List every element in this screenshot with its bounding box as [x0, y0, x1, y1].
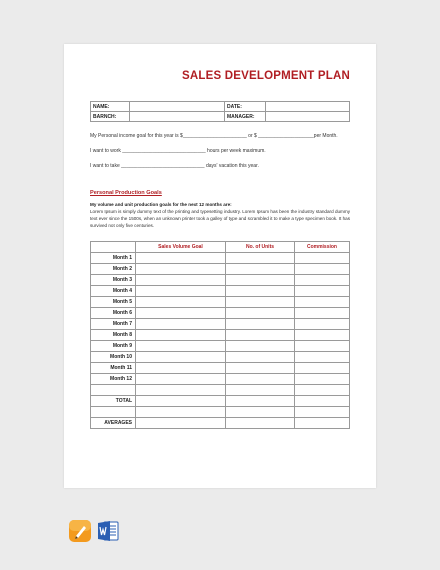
- table-row: [91, 407, 350, 418]
- table-row: [91, 396, 350, 407]
- table-row: [91, 286, 350, 297]
- sales-volume-cell[interactable]: [136, 319, 226, 330]
- sales-volume-cell[interactable]: [136, 374, 226, 385]
- table-row: [91, 253, 350, 264]
- row-label: AVERAGES: [91, 418, 136, 429]
- commission-cell[interactable]: [295, 418, 350, 429]
- production-goals-table: [90, 241, 350, 429]
- table-row: [91, 275, 350, 286]
- commission-cell[interactable]: [295, 352, 350, 363]
- units-cell[interactable]: [226, 385, 295, 396]
- units-cell[interactable]: [226, 330, 295, 341]
- date-label: DATE:: [225, 102, 266, 112]
- units-cell[interactable]: [226, 418, 295, 429]
- pages-icon[interactable]: [68, 519, 92, 543]
- units-cell[interactable]: [226, 308, 295, 319]
- commission-cell[interactable]: [295, 363, 350, 374]
- sales-volume-cell[interactable]: [136, 385, 226, 396]
- name-field[interactable]: [130, 102, 225, 112]
- units-cell[interactable]: [226, 407, 295, 418]
- commission-cell[interactable]: [295, 341, 350, 352]
- table-row: [91, 385, 350, 396]
- row-label: Month 4: [91, 286, 136, 297]
- sales-volume-cell[interactable]: [136, 407, 226, 418]
- table-row: [91, 374, 350, 385]
- units-cell[interactable]: [226, 297, 295, 308]
- commission-cell[interactable]: [295, 264, 350, 275]
- row-label: [91, 385, 136, 396]
- row-label: Month 12: [91, 374, 136, 385]
- row-label: Month 7: [91, 319, 136, 330]
- vacation-line: I want to take ______________________________ days' vacation this year.: [90, 163, 259, 169]
- row-label: Month 5: [91, 297, 136, 308]
- table-row: [91, 264, 350, 275]
- table-row: [91, 308, 350, 319]
- header-no-of-units: No. of Units: [226, 242, 295, 253]
- commission-cell[interactable]: [295, 319, 350, 330]
- row-label: Month 11: [91, 363, 136, 374]
- sales-volume-cell[interactable]: [136, 352, 226, 363]
- document-title: SALES DEVELOPMENT PLAN: [182, 70, 350, 82]
- units-cell[interactable]: [226, 396, 295, 407]
- row-label: Month 9: [91, 341, 136, 352]
- sales-volume-cell[interactable]: [136, 308, 226, 319]
- units-cell[interactable]: [226, 275, 295, 286]
- info-table: [90, 101, 350, 122]
- header-commission: Commission: [295, 242, 350, 253]
- row-label: [91, 407, 136, 418]
- commission-cell[interactable]: [295, 308, 350, 319]
- table-row: [91, 341, 350, 352]
- row-label: Month 3: [91, 275, 136, 286]
- row-label: Month 8: [91, 330, 136, 341]
- commission-cell[interactable]: [295, 297, 350, 308]
- commission-cell[interactable]: [295, 286, 350, 297]
- commission-cell[interactable]: [295, 407, 350, 418]
- commission-cell[interactable]: [295, 253, 350, 264]
- sales-volume-cell[interactable]: [136, 297, 226, 308]
- section-heading: Personal Production Goals: [90, 190, 162, 196]
- row-label: Month 2: [91, 264, 136, 275]
- sales-volume-cell[interactable]: [136, 275, 226, 286]
- units-cell[interactable]: [226, 341, 295, 352]
- table-row: [91, 352, 350, 363]
- manager-field[interactable]: [266, 112, 350, 122]
- row-label: Month 10: [91, 352, 136, 363]
- branch-field[interactable]: [130, 112, 225, 122]
- units-cell[interactable]: [226, 363, 295, 374]
- date-field[interactable]: [266, 102, 350, 112]
- goals-description: Lorem Ipsum is simply dummy text of the printing and typesetting industry. Lorem Ipsum has been the industry standard dummy text ever since the 1500s, when an unknown printer took a galley of type and scrambled it to make a type specimen book. It has survived not only five centuries.: [90, 209, 350, 228]
- row-label: Month 6: [91, 308, 136, 319]
- sales-volume-cell[interactable]: [136, 253, 226, 264]
- commission-cell[interactable]: [295, 385, 350, 396]
- table-row: [91, 319, 350, 330]
- goals-intro: My volume and unit production goals for the next 12 months are:: [90, 202, 232, 207]
- word-icon[interactable]: [96, 519, 120, 543]
- commission-cell[interactable]: [295, 374, 350, 385]
- name-label: NAME:: [91, 102, 130, 112]
- table-row: [91, 418, 350, 429]
- units-cell[interactable]: [226, 374, 295, 385]
- table-row: [91, 363, 350, 374]
- sales-volume-cell[interactable]: [136, 363, 226, 374]
- units-cell[interactable]: [226, 286, 295, 297]
- commission-cell[interactable]: [295, 330, 350, 341]
- row-label: Month 1: [91, 253, 136, 264]
- sales-volume-cell[interactable]: [136, 286, 226, 297]
- sales-volume-cell[interactable]: [136, 341, 226, 352]
- document-page: [64, 44, 376, 488]
- table-row: [91, 297, 350, 308]
- header-sales-volume-goal: Sales Volume Goal: [136, 242, 226, 253]
- header-blank: [91, 242, 136, 253]
- units-cell[interactable]: [226, 264, 295, 275]
- commission-cell[interactable]: [295, 275, 350, 286]
- commission-cell[interactable]: [295, 396, 350, 407]
- sales-volume-cell[interactable]: [136, 330, 226, 341]
- manager-label: MANAGER:: [225, 112, 266, 122]
- sales-volume-cell[interactable]: [136, 264, 226, 275]
- branch-label: BARNCH:: [91, 112, 130, 122]
- income-goal-line: My Personal income goal for this year is $_______________________ or $ ____________________per Month.: [90, 133, 338, 139]
- row-label: TOTAL: [91, 396, 136, 407]
- work-hours-line: I want to work ______________________________ hours per week maximum.: [90, 148, 266, 154]
- table-row: [91, 330, 350, 341]
- units-cell[interactable]: [226, 253, 295, 264]
- units-cell[interactable]: [226, 352, 295, 363]
- units-cell[interactable]: [226, 319, 295, 330]
- sales-volume-cell[interactable]: [136, 396, 226, 407]
- sales-volume-cell[interactable]: [136, 418, 226, 429]
